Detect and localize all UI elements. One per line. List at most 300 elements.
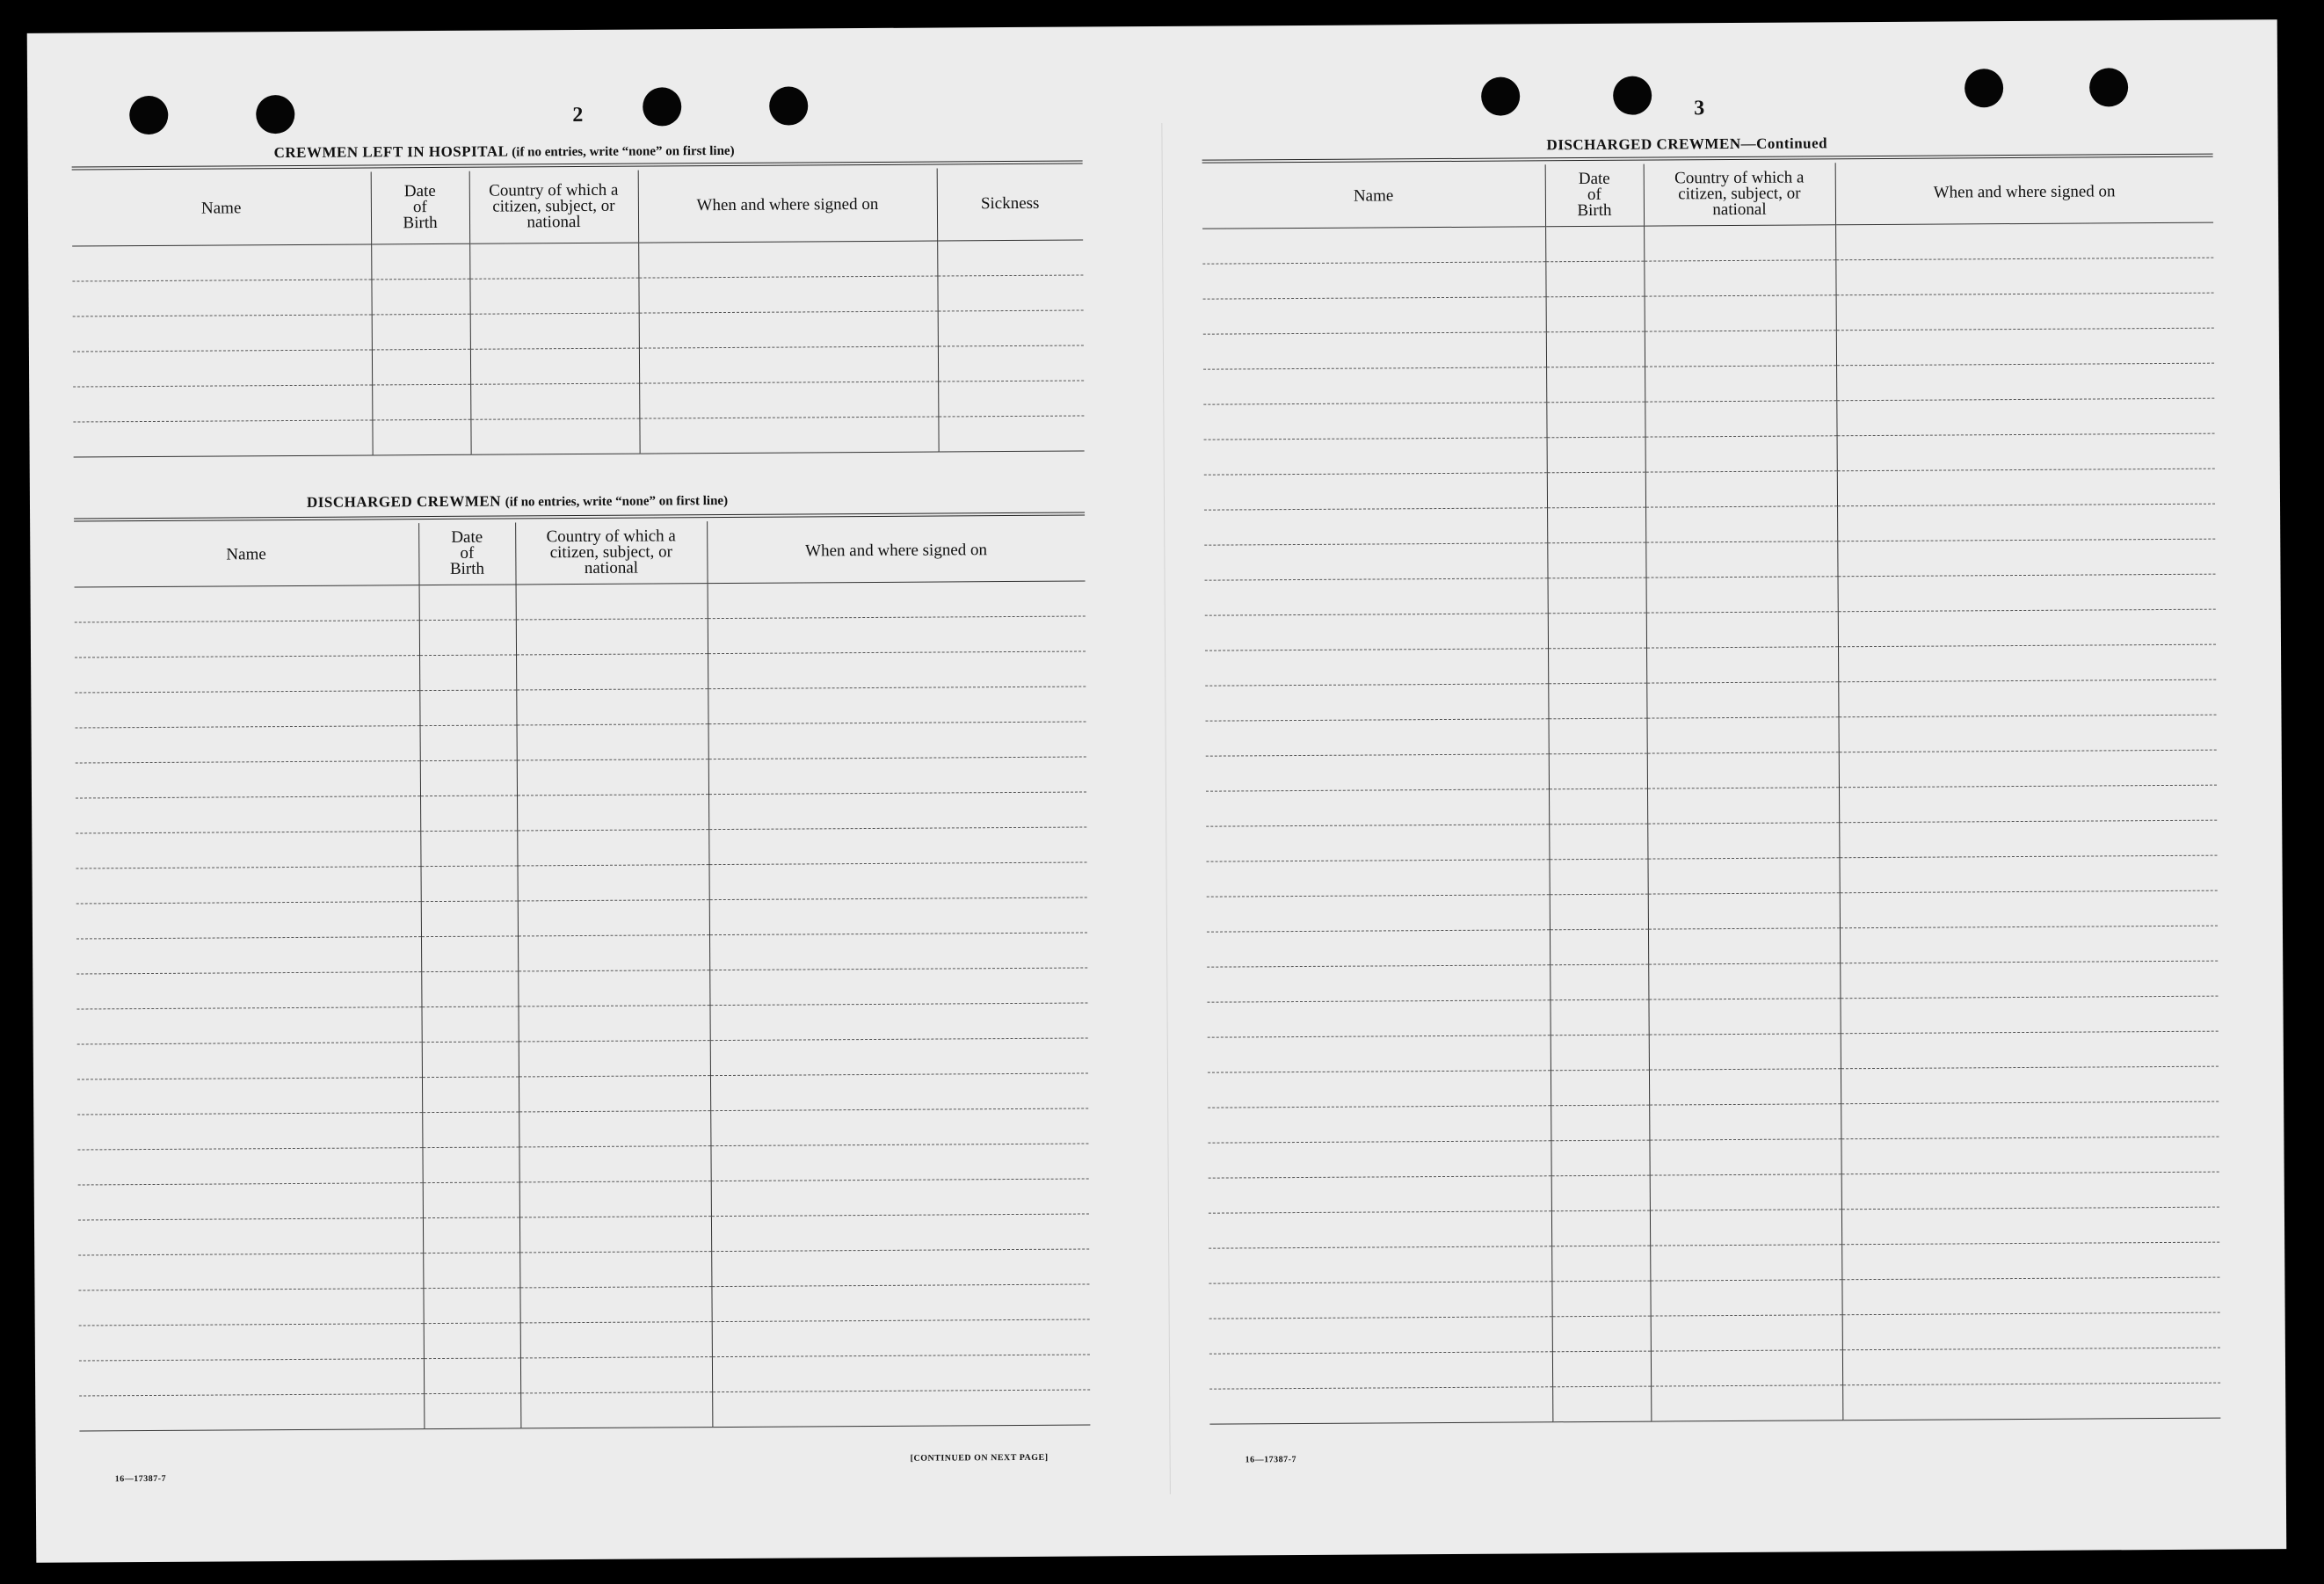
entry-cell[interactable] (423, 1217, 519, 1253)
entry-cell[interactable] (1647, 822, 1839, 858)
entry-cell[interactable] (1545, 261, 1644, 297)
entry-cell[interactable] (1839, 820, 2217, 858)
page-number: 3 (1694, 97, 1705, 120)
entry-cell[interactable] (1645, 365, 1836, 401)
entry-cell[interactable] (1649, 1033, 1841, 1069)
entry-cell[interactable] (1839, 855, 2217, 893)
entry-cell[interactable] (1548, 613, 1646, 649)
entry-cell[interactable] (1550, 964, 1648, 1000)
column-header-country (515, 521, 707, 584)
entry-cell[interactable] (1842, 1348, 2220, 1385)
entry-cell[interactable] (470, 348, 639, 384)
entry-cell[interactable] (1204, 437, 1547, 474)
table-row (72, 240, 1083, 281)
entry-cell[interactable] (712, 1319, 1090, 1356)
entry-cell[interactable] (710, 1108, 1088, 1145)
entry-cell[interactable] (1552, 1316, 1651, 1352)
entry-cell[interactable] (937, 240, 1083, 276)
entry-cell[interactable] (1205, 578, 1548, 614)
entry-cell[interactable] (1838, 574, 2216, 612)
entry-cell[interactable] (76, 901, 421, 938)
entry-cell[interactable] (1548, 578, 1646, 614)
entry-cell[interactable] (1650, 1209, 1841, 1245)
table-row (76, 897, 1087, 938)
entry-cell[interactable] (1208, 1070, 1551, 1107)
column-header-name: Name (72, 171, 371, 245)
entry-cell[interactable] (1209, 1386, 1552, 1423)
entry-cell[interactable] (1551, 1210, 1650, 1246)
punch-hole (769, 86, 808, 125)
entry-cell[interactable] (73, 384, 372, 421)
entry-cell[interactable] (519, 1075, 710, 1111)
entry-cell[interactable] (520, 1356, 712, 1392)
entry-cell[interactable] (1551, 1281, 1650, 1317)
entry-cell[interactable] (77, 1077, 422, 1114)
entry-cell[interactable] (424, 1357, 520, 1393)
table-row (1209, 1383, 2220, 1424)
entry-cell[interactable] (1205, 648, 1548, 685)
entry-cell[interactable] (419, 619, 516, 655)
entry-cell[interactable] (1551, 1035, 1649, 1071)
entry-cell[interactable] (79, 1323, 424, 1360)
entry-cell[interactable] (519, 1216, 711, 1252)
entry-cell[interactable] (1546, 367, 1645, 403)
entry-cell[interactable] (1837, 504, 2215, 541)
entry-cell[interactable] (1841, 1242, 2219, 1280)
entry-cell[interactable] (423, 1252, 519, 1288)
entry-cell[interactable] (420, 830, 517, 866)
entry-cell[interactable] (78, 1217, 423, 1254)
entry-cell[interactable] (1835, 258, 2213, 295)
entry-cell[interactable] (516, 618, 708, 654)
entry-cell[interactable] (1842, 1383, 2220, 1421)
entry-cell[interactable] (1646, 646, 1838, 682)
entry-cell[interactable] (420, 759, 517, 796)
entry-cell[interactable] (1648, 927, 1840, 963)
entry-cell[interactable] (72, 279, 371, 316)
entry-cell[interactable] (519, 1040, 710, 1076)
entry-cell[interactable] (469, 243, 638, 279)
entry-cell[interactable] (420, 724, 517, 760)
entry-cell[interactable] (518, 899, 709, 935)
entry-cell[interactable] (420, 795, 517, 831)
entry-cell[interactable] (1204, 472, 1547, 509)
entry-cell[interactable] (519, 1251, 711, 1287)
entry-cell[interactable] (1649, 1068, 1841, 1104)
entry-cell[interactable] (711, 1213, 1089, 1251)
table-row (1207, 996, 2218, 1037)
entry-cell[interactable] (1207, 964, 1550, 1001)
entry-cell[interactable] (1645, 435, 1837, 471)
entry-cell[interactable] (1840, 996, 2218, 1034)
entry-cell[interactable] (1209, 1316, 1552, 1353)
entry-cell[interactable] (1842, 1312, 2220, 1350)
entry-cell[interactable] (419, 689, 516, 725)
entry-cell[interactable] (469, 278, 638, 314)
entry-cell[interactable] (423, 1287, 519, 1323)
entry-cell[interactable] (1836, 363, 2214, 401)
entry-cell[interactable] (519, 1145, 710, 1181)
entry-cell[interactable] (519, 1181, 711, 1217)
entry-cell[interactable] (422, 1111, 519, 1147)
entry-cell[interactable] (710, 1143, 1088, 1181)
entry-cell[interactable] (1837, 539, 2215, 577)
entry-cell[interactable] (422, 1076, 519, 1112)
entry-cell[interactable] (710, 1037, 1088, 1075)
entry-cell[interactable] (1204, 507, 1547, 544)
entry-cell[interactable] (711, 1248, 1089, 1286)
entry-cell[interactable] (708, 861, 1086, 899)
entry-cell[interactable] (76, 936, 421, 973)
entry-cell[interactable] (1837, 433, 2215, 471)
entry-cell[interactable] (76, 725, 420, 762)
discharged-continued-title (1546, 134, 1827, 154)
entry-cell[interactable] (372, 419, 470, 455)
entry-cell[interactable] (1836, 293, 2214, 331)
entry-cell[interactable] (639, 417, 938, 454)
entry-cell[interactable] (709, 1002, 1087, 1040)
entry-cell[interactable] (1646, 681, 1838, 717)
entry-cell[interactable] (371, 279, 469, 315)
entry-cell[interactable] (1647, 787, 1839, 823)
entry-cell[interactable] (72, 243, 371, 280)
entry-cell[interactable] (1647, 716, 1839, 752)
entry-cell[interactable] (1836, 398, 2214, 436)
table-row (1208, 1137, 2219, 1178)
entry-cell[interactable] (1547, 472, 1645, 508)
entry-cell[interactable] (1650, 1279, 1841, 1315)
entry-cell[interactable] (75, 585, 419, 621)
entry-cell[interactable] (520, 1391, 712, 1428)
entry-cell[interactable] (938, 345, 1084, 381)
entry-cell[interactable] (79, 1358, 424, 1395)
entry-cell[interactable] (639, 311, 938, 348)
entry-cell[interactable] (1645, 541, 1837, 577)
entry-cell[interactable] (1206, 718, 1549, 755)
table-row (1209, 1348, 2220, 1389)
entry-cell[interactable] (76, 760, 420, 797)
entry-cell[interactable] (1651, 1314, 1842, 1350)
entry-cell[interactable] (1551, 1070, 1649, 1106)
entry-cell[interactable] (423, 1181, 519, 1217)
entry-cell[interactable] (372, 349, 470, 385)
entry-cell[interactable] (1546, 296, 1645, 332)
entry-cell[interactable] (371, 243, 469, 280)
entry-cell[interactable] (1551, 1175, 1650, 1211)
table-row (1203, 293, 2214, 334)
table-row (1207, 926, 2218, 967)
entry-cell[interactable] (1202, 226, 1545, 263)
entry-cell[interactable] (75, 620, 419, 657)
entry-cell[interactable] (1644, 224, 1835, 260)
entry-cell[interactable] (422, 1041, 519, 1077)
entry-cell[interactable] (1841, 1101, 2219, 1139)
entry-cell[interactable] (638, 276, 937, 313)
entry-cell[interactable] (1840, 961, 2218, 999)
entry-cell[interactable] (1208, 1035, 1551, 1072)
entry-cell[interactable] (1644, 259, 1835, 295)
entry-cell[interactable] (517, 759, 708, 795)
table-row (76, 826, 1086, 868)
entry-cell[interactable] (1549, 788, 1647, 825)
entry-cell[interactable] (73, 419, 372, 456)
entry-cell[interactable] (1203, 331, 1546, 368)
header-line: of (412, 197, 427, 216)
entry-cell[interactable] (372, 314, 470, 350)
entry-cell[interactable] (1546, 331, 1645, 367)
table-row (1206, 785, 2217, 826)
table-row (1203, 328, 2214, 369)
entry-cell[interactable] (1646, 611, 1838, 647)
entry-cell[interactable] (1208, 1105, 1551, 1142)
entry-cell[interactable] (75, 690, 419, 727)
header-line: Date (451, 527, 483, 547)
entry-cell[interactable] (1208, 1140, 1551, 1177)
entry-cell[interactable] (712, 1389, 1090, 1427)
entry-cell[interactable] (1551, 1140, 1649, 1176)
entry-cell[interactable] (1207, 929, 1550, 966)
entry-cell[interactable] (78, 1182, 423, 1219)
entry-cell[interactable] (1645, 470, 1837, 506)
entry-cell[interactable] (1647, 857, 1839, 893)
entry-cell[interactable] (1840, 926, 2218, 963)
punch-hole (1613, 76, 1652, 115)
entry-cell[interactable] (372, 384, 470, 420)
header-line: Birth (1577, 200, 1612, 220)
header-line: citizen, subject, or (492, 196, 615, 216)
entry-cell[interactable] (1545, 226, 1644, 262)
entry-cell[interactable] (1841, 1277, 2219, 1315)
entry-cell[interactable] (712, 1354, 1090, 1391)
entry-cell[interactable] (1838, 609, 2216, 647)
entry-cell[interactable] (1206, 824, 1549, 861)
entry-cell[interactable] (1203, 402, 1546, 439)
entry-cell[interactable] (1550, 929, 1648, 965)
entry-cell[interactable] (1547, 437, 1645, 473)
entry-cell[interactable] (73, 314, 372, 351)
entry-cell[interactable] (424, 1322, 520, 1358)
entry-cell[interactable] (518, 864, 709, 900)
table-row (76, 721, 1086, 762)
entry-cell[interactable] (1649, 1138, 1841, 1174)
entry-cell[interactable] (1840, 890, 2218, 928)
entry-cell[interactable] (76, 796, 420, 832)
entry-cell[interactable] (1209, 1175, 1551, 1212)
table-row (75, 686, 1086, 727)
entry-cell[interactable] (1835, 222, 2213, 260)
entry-cell[interactable] (638, 241, 937, 278)
table-row (1209, 1207, 2219, 1248)
entry-cell[interactable] (1206, 859, 1549, 896)
entry-cell[interactable] (470, 313, 639, 349)
entry-cell[interactable] (519, 1110, 710, 1146)
entry-cell[interactable] (1645, 294, 1836, 331)
entry-cell[interactable] (1548, 683, 1646, 719)
entry-cell[interactable] (518, 934, 709, 970)
entry-cell[interactable] (708, 721, 1086, 759)
entry-cell[interactable] (77, 1147, 422, 1184)
table-row (1206, 715, 2217, 756)
entry-cell[interactable] (419, 654, 516, 690)
entry-cell[interactable] (1841, 1066, 2219, 1104)
entry-cell[interactable] (421, 1006, 518, 1042)
entry-cell[interactable] (708, 686, 1086, 723)
punch-hole (2089, 68, 2128, 106)
entry-cell[interactable] (1649, 1103, 1841, 1139)
continued-suffix: —Continued (1740, 134, 1828, 152)
table-row (1202, 222, 2213, 264)
entry-cell[interactable] (520, 1321, 712, 1357)
entry-cell[interactable] (1838, 679, 2216, 717)
entry-cell[interactable] (708, 756, 1086, 794)
entry-cell[interactable] (1552, 1351, 1651, 1387)
entry-cell[interactable] (421, 970, 518, 1006)
entry-cell[interactable] (421, 900, 518, 936)
entry-cell[interactable] (1204, 542, 1547, 579)
column-header-signed-on: When and where signed on (1835, 161, 2213, 225)
entry-cell[interactable] (1838, 715, 2216, 752)
entry-cell[interactable] (708, 615, 1086, 653)
entry-cell[interactable] (1650, 1244, 1841, 1280)
entry-cell[interactable] (1549, 824, 1647, 860)
entry-cell[interactable] (518, 970, 709, 1006)
entry-cell[interactable] (1646, 576, 1838, 612)
entry-cell[interactable] (1207, 999, 1550, 1036)
entry-cell[interactable] (73, 349, 372, 386)
table-row (78, 1283, 1089, 1325)
entry-cell[interactable] (76, 971, 421, 1008)
entry-cell[interactable] (519, 1286, 711, 1322)
entry-cell[interactable] (1841, 1137, 2219, 1174)
entry-cell[interactable] (1205, 613, 1548, 650)
entry-cell[interactable] (938, 415, 1084, 451)
entry-cell[interactable] (937, 274, 1083, 310)
entry-cell[interactable] (1550, 999, 1648, 1035)
entry-cell[interactable] (1651, 1384, 1842, 1421)
entry-cell[interactable] (1209, 1246, 1551, 1282)
entry-cell[interactable] (1209, 1210, 1551, 1247)
entry-cell[interactable] (1648, 963, 1840, 999)
entry-cell[interactable] (1547, 542, 1645, 578)
entry-cell[interactable] (516, 583, 708, 619)
entry-cell[interactable] (1549, 859, 1647, 895)
entry-cell[interactable] (1650, 1173, 1841, 1210)
entry-cell[interactable] (1548, 648, 1646, 684)
entry-cell[interactable] (1551, 1105, 1649, 1141)
entry-cell[interactable] (709, 897, 1087, 934)
entry-cell[interactable] (1203, 296, 1546, 333)
entry-cell[interactable] (516, 688, 708, 724)
entry-cell[interactable] (1205, 683, 1548, 720)
entry-cell[interactable] (1837, 469, 2215, 506)
entry-cell[interactable] (424, 1392, 520, 1428)
entry-cell[interactable] (1209, 1351, 1552, 1388)
entry-cell[interactable] (79, 1393, 424, 1430)
entry-cell[interactable] (1209, 1281, 1551, 1318)
header-line: of (460, 543, 475, 563)
entry-cell[interactable] (710, 1072, 1088, 1110)
entry-cell[interactable] (76, 866, 421, 903)
entry-cell[interactable] (1839, 785, 2217, 823)
entry-cell[interactable] (516, 653, 708, 689)
entry-cell[interactable] (78, 1288, 423, 1325)
entry-cell[interactable] (1651, 1349, 1842, 1385)
entry-cell[interactable] (470, 418, 639, 454)
entry-cell[interactable] (1645, 505, 1837, 541)
entry-cell[interactable] (711, 1178, 1089, 1216)
entry-cell[interactable] (938, 380, 1084, 416)
page-number: 2 (572, 103, 584, 127)
entry-cell[interactable] (1648, 998, 1840, 1034)
entry-cell[interactable] (1547, 507, 1645, 543)
entry-cell[interactable] (419, 584, 516, 620)
entry-cell[interactable] (1841, 1031, 2219, 1069)
entry-cell[interactable] (1206, 788, 1549, 825)
entry-cell[interactable] (708, 580, 1086, 618)
header-line: Country of which a (489, 180, 619, 200)
entry-cell[interactable] (1647, 752, 1839, 788)
entry-cell[interactable] (517, 723, 708, 759)
entry-cell[interactable] (1202, 261, 1545, 298)
entry-cell[interactable] (1841, 1172, 2219, 1210)
entry-cell[interactable] (1546, 402, 1645, 438)
entry-cell[interactable] (1648, 892, 1840, 928)
entry-cell[interactable] (709, 967, 1087, 1005)
entry-cell[interactable] (1549, 753, 1647, 789)
table-row (79, 1319, 1090, 1360)
entry-cell[interactable] (470, 383, 639, 419)
entry-cell[interactable] (1551, 1246, 1650, 1282)
entry-cell[interactable] (938, 309, 1084, 345)
entry-cell[interactable] (517, 829, 708, 865)
header-line: national (1712, 200, 1767, 219)
entry-cell[interactable] (708, 791, 1086, 829)
entry-cell[interactable] (1838, 644, 2216, 682)
entry-cell[interactable] (1206, 753, 1549, 790)
entry-cell[interactable] (1839, 750, 2217, 788)
entry-cell[interactable] (1549, 718, 1647, 754)
entry-cell[interactable] (1645, 330, 1836, 366)
entry-cell[interactable] (708, 650, 1086, 688)
entry-cell[interactable] (518, 1005, 709, 1041)
table-row (76, 791, 1086, 832)
hospital-rows (72, 240, 1084, 457)
entry-cell[interactable] (1645, 400, 1836, 436)
entry-cell[interactable] (76, 831, 420, 868)
entry-cell[interactable] (421, 935, 518, 971)
entry-cell[interactable] (708, 826, 1086, 864)
entry-cell[interactable] (1841, 1207, 2219, 1245)
entry-cell[interactable] (75, 655, 419, 692)
entry-cell[interactable] (77, 1042, 422, 1079)
table-row (1208, 1101, 2219, 1143)
entry-cell[interactable] (711, 1283, 1089, 1321)
entry-cell[interactable] (1207, 894, 1550, 931)
entry-cell[interactable] (421, 865, 518, 901)
entry-cell[interactable] (1550, 894, 1648, 930)
entry-cell[interactable] (639, 346, 938, 383)
entry-cell[interactable] (1836, 328, 2214, 366)
entry-cell[interactable] (1552, 1386, 1651, 1422)
entry-cell[interactable] (78, 1253, 423, 1290)
entry-cell[interactable] (709, 932, 1087, 970)
entry-cell[interactable] (77, 1112, 422, 1149)
entry-cell[interactable] (517, 794, 708, 830)
entry-cell[interactable] (76, 1006, 421, 1043)
entry-cell[interactable] (639, 381, 938, 418)
entry-cell[interactable] (422, 1146, 519, 1182)
entry-cell[interactable] (1203, 367, 1546, 403)
